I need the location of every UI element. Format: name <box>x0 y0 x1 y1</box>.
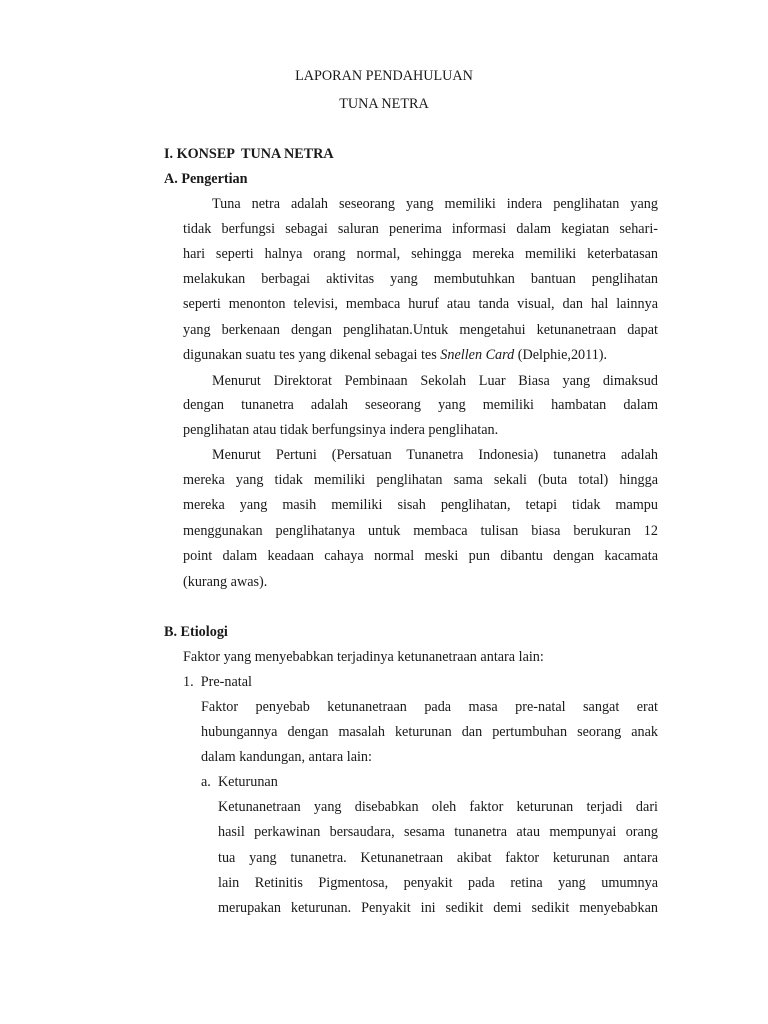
paragraph-line: tidak berfungsi sebagai saluran penerima informasi dalam kegiatan sehari- <box>183 221 658 237</box>
document-title: LAPORAN PENDAHULUAN <box>295 68 473 84</box>
document-subtitle: TUNA NETRA <box>339 96 429 112</box>
section-heading-konsep: I. KONSEP TUNA NETRA <box>164 146 334 162</box>
list-item-pre-natal: 1. Pre-natal <box>183 674 252 690</box>
paragraph-line: yang berkenaan dengan penglihatan.Untuk mengetahui ketunanetraan dapat <box>183 322 658 338</box>
paragraph-line: Menurut Direktorat Pembinaan Sekolah Luar Biasa yang dimaksud <box>212 373 658 389</box>
paragraph-line: tua yang tunanetra. Ketunanetraan akibat faktor keturunan antara <box>218 850 658 866</box>
paragraph-line: hasil perkawinan bersaudara, sesama tunanetra atau mempunyai orang <box>218 824 658 840</box>
paragraph-line-last <box>183 346 607 364</box>
paragraph-line: point dalam keadaan cahaya normal meski pun dibantu dengan kacamata <box>183 548 658 564</box>
paragraph-line: seperti menonton televisi, membaca huruf atau tanda visual, dan hal lainnya <box>183 296 658 312</box>
paragraph-line: mereka yang tidak memiliki penglihatan sama sekali (buta total) hingga <box>183 472 658 488</box>
subsection-heading-pengertian: A. Pengertian <box>164 171 248 187</box>
paragraph-line: Ketunanetraan yang disebabkan oleh faktor keturunan terjadi dari <box>218 799 658 815</box>
list-item-keturunan: a. Keturunan <box>201 774 278 790</box>
paragraph-line: hari seperti halnya orang normal, sehingga mereka memiliki keterbatasan <box>183 246 658 262</box>
etiologi-intro: Faktor yang menyebabkan terjadinya ketunanetraan antara lain: <box>183 649 544 665</box>
paragraph-text: digunakan suatu tes yang dikenal sebagai tes <box>183 347 441 363</box>
paragraph-line: menggunakan penglihatanya untuk membaca tulisan biasa berukuran 12 <box>183 523 658 539</box>
paragraph-line: mereka yang masih memiliki sisah penglihatan, tetapi tidak mampu <box>183 497 658 513</box>
paragraph-line: hubungannya dengan masalah keturunan dan pertumbuhan seorang anak <box>201 724 658 740</box>
paragraph-line-last: (kurang awas). <box>183 574 268 590</box>
paragraph-line-last: dalam kandungan, antara lain: <box>201 749 372 765</box>
paragraph-line: Faktor penyebab ketunanetraan pada masa pre-natal sangat erat <box>201 699 658 715</box>
subsection-heading-etiologi: B. Etiologi <box>164 624 228 640</box>
paragraph-line: Tuna netra adalah seseorang yang memiliki indera penglihatan yang <box>212 196 658 212</box>
italic-term-snellen-card: Snellen Card <box>440 347 515 363</box>
paragraph-line: dengan tunanetra adalah seseorang yang memiliki hambatan dalam <box>183 397 658 413</box>
paragraph-line: merupakan keturunan. Penyakit ini sedikit demi sedikit menyebabkan <box>218 900 658 916</box>
paragraph-line: lain Retinitis Pigmentosa, penyakit pada retina yang umumnya <box>218 875 658 891</box>
citation: (Delphie,2011). <box>514 347 608 363</box>
paragraph-line-last: penglihatan atau tidak berfungsinya indera penglihatan. <box>183 422 499 438</box>
paragraph-line: melakukan berbagai aktivitas yang membutuhkan bantuan penglihatan <box>183 271 658 287</box>
paragraph-line: Menurut Pertuni (Persatuan Tunanetra Indonesia) tunanetra adalah <box>212 447 658 463</box>
